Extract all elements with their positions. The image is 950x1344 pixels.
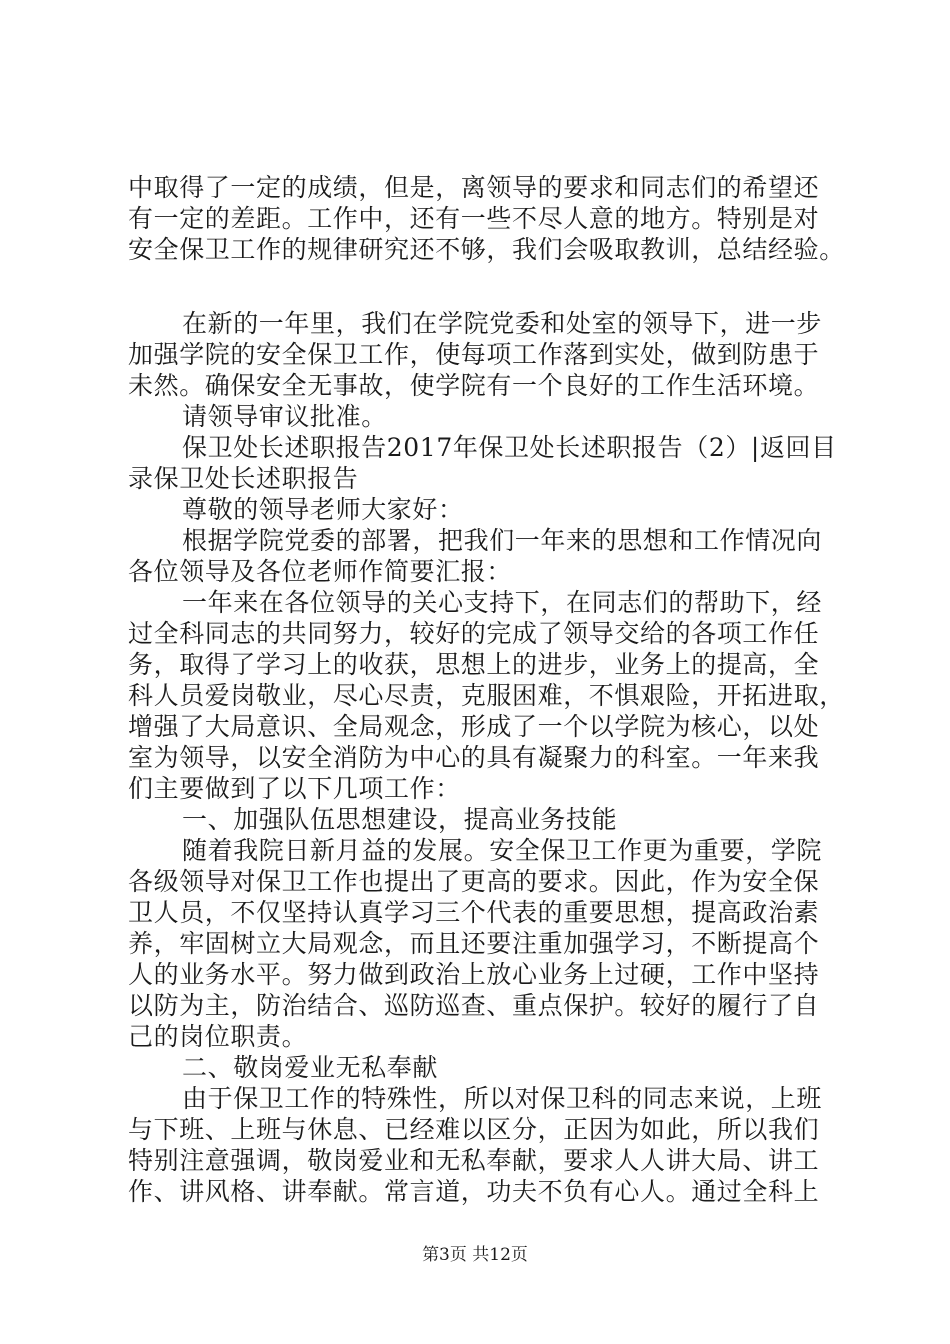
text-line: 养，牢固树立大局观念，而且还要注重加强学习，不断提高个 <box>128 929 820 958</box>
section-link-line: 保卫处长述职报告2017年保卫处长述职报告（2）|返回目 <box>182 433 837 462</box>
text-line: 卫人员，不仅坚持认真学习三个代表的重要思想，提高政治素 <box>128 898 820 927</box>
page-number-footer: 第3页 共12页 <box>422 1245 528 1265</box>
text-line: 己的岗位职责。 <box>128 1022 308 1051</box>
text-line: 室为领导，以安全消防为中心的具有凝聚力的科室。一年来我 <box>128 743 820 772</box>
text-line: 请领导审议批准。 <box>182 402 387 431</box>
text-line: 以防为主，防治结合、巡防巡查、重点保护。较好的履行了自 <box>128 991 820 1020</box>
document-body <box>128 172 845 1207</box>
text-line: 们主要做到了以下几项工作： <box>128 774 461 803</box>
text-line: 有一定的差距。工作中，还有一些不尽人意的地方。特别是对 <box>128 204 820 233</box>
text-line: 未然。确保安全无事故，使学院有一个良好的工作生活环境。 <box>128 371 820 400</box>
section-heading: 一、加强队伍思想建设，提高业务技能 <box>182 805 618 834</box>
text-line: 各级领导对保卫工作也提出了更高的要求。因此，作为安全保 <box>128 867 820 896</box>
text-line: 各位领导及各位老师作简要汇报： <box>128 557 513 586</box>
text-line: 中取得了一定的成绩，但是，离领导的要求和同志们的希望还 <box>128 173 820 202</box>
text-line: 随着我院日新月益的发展。安全保卫工作更为重要，学院 <box>182 836 823 865</box>
section-heading: 二、敬岗爱业无私奉献 <box>182 1053 439 1082</box>
text-line: 安全保卫工作的规律研究还不够，我们会吸取教训，总结经验。 <box>128 235 845 264</box>
section-link-line: 录保卫处长述职报告 <box>128 464 359 493</box>
text-line: 特别注意强调，敬岗爱业和无私奉献，要求人人讲大局、讲工 <box>128 1146 820 1175</box>
paragraph-gap <box>128 265 840 308</box>
text-line: 由于保卫工作的特殊性，所以对保卫科的同志来说，上班 <box>182 1084 823 1113</box>
text-line: 加强学院的安全保卫工作，使每项工作落到实处，做到防患于 <box>128 340 820 369</box>
salutation: 尊敬的领导老师大家好： <box>182 495 464 524</box>
text-line: 作、讲风格、讲奉献。常言道，功夫不负有心人。通过全科上 <box>128 1177 820 1206</box>
text-line: 科人员爱岗敬业，尽心尽责，克服困难，不惧艰险，开拓进取， <box>128 681 845 710</box>
text-line: 根据学院党委的部署，把我们一年来的思想和工作情况向 <box>182 526 823 555</box>
text-line: 在新的一年里，我们在学院党委和处室的领导下，进一步 <box>182 309 823 338</box>
text-line: 务，取得了学习上的收获，思想上的进步，业务上的提高，全 <box>128 650 820 679</box>
text-line: 过全科同志的共同努力，较好的完成了领导交给的各项工作任 <box>128 619 820 648</box>
text-line: 增强了大局意识、全局观念，形成了一个以学院为核心，以处 <box>128 712 820 741</box>
text-line: 与下班、上班与休息、已经难以区分，正因为如此，所以我们 <box>128 1115 820 1144</box>
text-line: 人的业务水平。努力做到政治上放心业务上过硬，工作中坚持 <box>128 960 820 989</box>
text-line: 一年来在各位领导的关心支持下，在同志们的帮助下，经 <box>182 588 823 617</box>
